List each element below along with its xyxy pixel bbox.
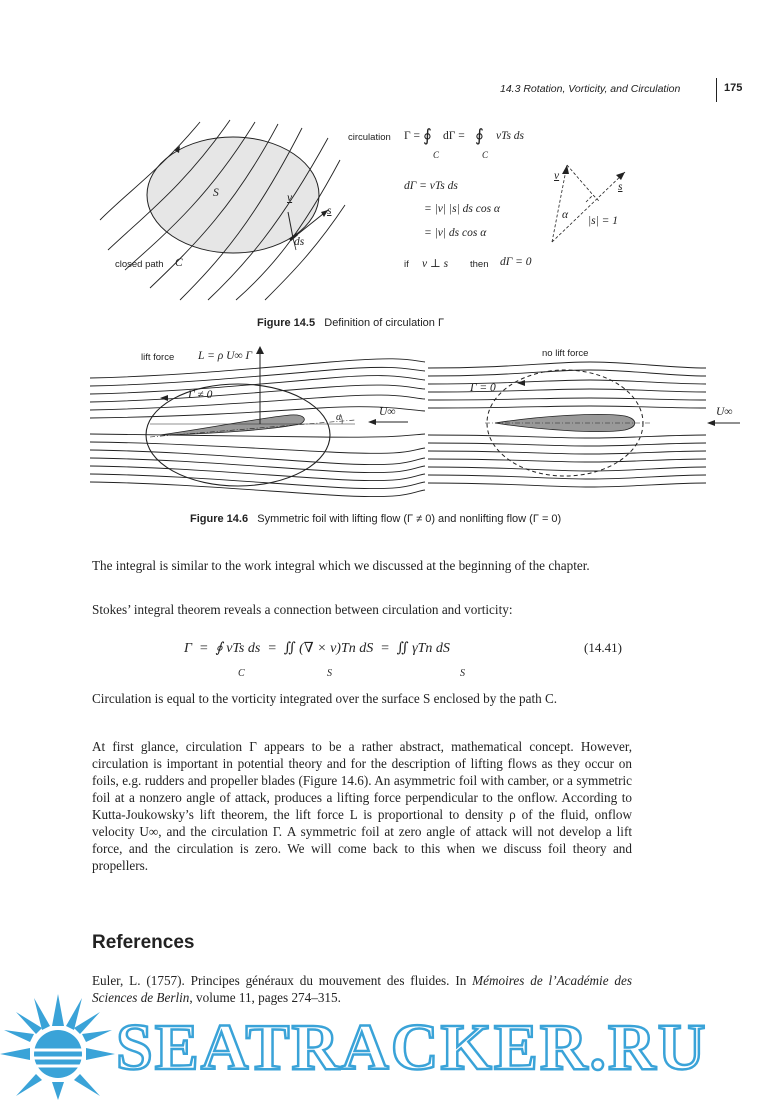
paragraph-4: At first glance, circulation Γ appears to be a rather abstract, mathematical concept. However, circulation is important in potential theory and for the description of lifting flows as they occur on foils, e.g. rudders and propeller blades (Figure 14.6). An asymmetric foil with camber, or a symmetric foil at a nonzero angle of attack, produces a lifting force perpendicular to the onflow. According to Kutta-Joukowsky’s lift theorem, the lift force L is proportional to density ρ of the fluid, onflow velocity U∞, and the circulation Γ. A symmetric foil at zero angle of attack will not develop a lift force, and the circulation is zero. We will come back to this when we discuss foil theory and propellers. bbox=[92, 739, 632, 873]
v-label: v bbox=[287, 192, 293, 204]
perp-condition: v ⊥ s bbox=[422, 258, 449, 270]
if-word: if bbox=[404, 259, 409, 270]
oint-sub-2: C bbox=[482, 150, 489, 160]
equation-number: (14.41) bbox=[584, 640, 622, 655]
tri-s-label: s bbox=[618, 181, 623, 193]
paragraph-2: Stokes’ integral theorem reveals a connection between circulation and vorticity: bbox=[92, 602, 513, 617]
onflow-arrow-right-head bbox=[707, 420, 715, 426]
reference-euler bbox=[92, 972, 632, 1006]
paragraph-1: The integral is similar to the work integral which we discussed at the beginning of the chapter. bbox=[92, 558, 590, 573]
references-heading: References bbox=[92, 932, 195, 953]
lift-force-label: lift force bbox=[141, 352, 175, 363]
gamma-zero-label: Γ = 0 bbox=[470, 382, 496, 394]
closed-path-label: closed path bbox=[115, 259, 164, 270]
sun-logo-icon bbox=[0, 990, 115, 1101]
gamma-nonzero-label: Γ ≠ 0 bbox=[188, 389, 213, 401]
running-header: 14.3 Rotation, Vorticity, and Circulation bbox=[500, 83, 681, 95]
u-inf-left: U∞ bbox=[379, 406, 396, 418]
oint-1: ∮ bbox=[423, 126, 432, 145]
zero-result: dΓ = 0 bbox=[500, 256, 532, 268]
then-word: then bbox=[470, 259, 489, 270]
caption-text-146: Symmetric foil with lifting flow (Γ ≠ 0) and nonlifting flow (Γ = 0) bbox=[257, 513, 562, 525]
onflow-arrow-left-head bbox=[368, 419, 376, 425]
circ-lhs: Γ = bbox=[404, 130, 421, 142]
lift-equation: L = ρ U∞ Γ bbox=[198, 350, 253, 362]
alpha-label-146: α bbox=[336, 412, 342, 423]
tri-norm-label: |s| = 1 bbox=[588, 215, 619, 227]
ds-label: ds bbox=[294, 236, 305, 248]
tri-alpha-label: α bbox=[562, 209, 569, 221]
oint-sub-1: C bbox=[433, 150, 440, 160]
watermark-text: SEATRACKER.RU bbox=[116, 1011, 708, 1084]
triangle-diagram bbox=[552, 165, 625, 242]
circulation-word: circulation bbox=[348, 132, 391, 143]
caption-label: Figure 14.5 bbox=[257, 317, 316, 329]
header-divider bbox=[716, 78, 717, 102]
caption-label-146: Figure 14.6 bbox=[190, 513, 249, 525]
foil-lifting bbox=[160, 415, 304, 435]
circulation-arrow-left bbox=[160, 395, 168, 401]
ref-journal: Mémoires de l’Académie des Sciences de Berlin bbox=[92, 973, 632, 1005]
oint-2: ∮ bbox=[475, 126, 484, 145]
caption-text: Definition of circulation Γ bbox=[324, 317, 445, 329]
area-label: S bbox=[213, 187, 219, 199]
figure-14-5-caption bbox=[257, 317, 444, 329]
eq-dgamma-2: = |v| |s| ds cos α bbox=[424, 203, 500, 215]
closed-path-symbol: C bbox=[175, 257, 183, 269]
equation-14-41: Γ = ∮ vTs ds = ∬ (∇ × v)Tn dS = ∬ γTn dS bbox=[184, 641, 450, 656]
eq-dgamma-3: = |v| ds cos α bbox=[424, 227, 487, 239]
no-lift-label: no lift force bbox=[542, 348, 589, 359]
eq-sub-c: C bbox=[238, 668, 245, 679]
circ-rhs: vTs ds bbox=[496, 130, 525, 142]
ref-details: , volume 11, pages 274–315. bbox=[189, 990, 341, 1005]
paragraph-3: Circulation is equal to the vorticity integrated over the surface S enclosed by the path C. bbox=[92, 691, 558, 706]
figure-14-6 bbox=[90, 340, 750, 510]
eq-sub-s2: S bbox=[460, 668, 465, 679]
figure-14-6-caption bbox=[190, 513, 561, 525]
u-inf-right: U∞ bbox=[716, 406, 733, 418]
tri-v-label: v bbox=[554, 170, 560, 182]
lift-vector-head bbox=[256, 346, 264, 354]
ref-authors: Euler, L. (1757). Principes généraux du mouvement des fluides. In bbox=[92, 973, 473, 988]
circ-mid: dΓ = bbox=[443, 130, 465, 142]
page-number: 175 bbox=[724, 82, 743, 94]
s-label: s bbox=[327, 205, 332, 217]
eq-dgamma-1: dΓ = vTs ds bbox=[404, 180, 458, 192]
eq-sub-s1: S bbox=[327, 668, 332, 679]
